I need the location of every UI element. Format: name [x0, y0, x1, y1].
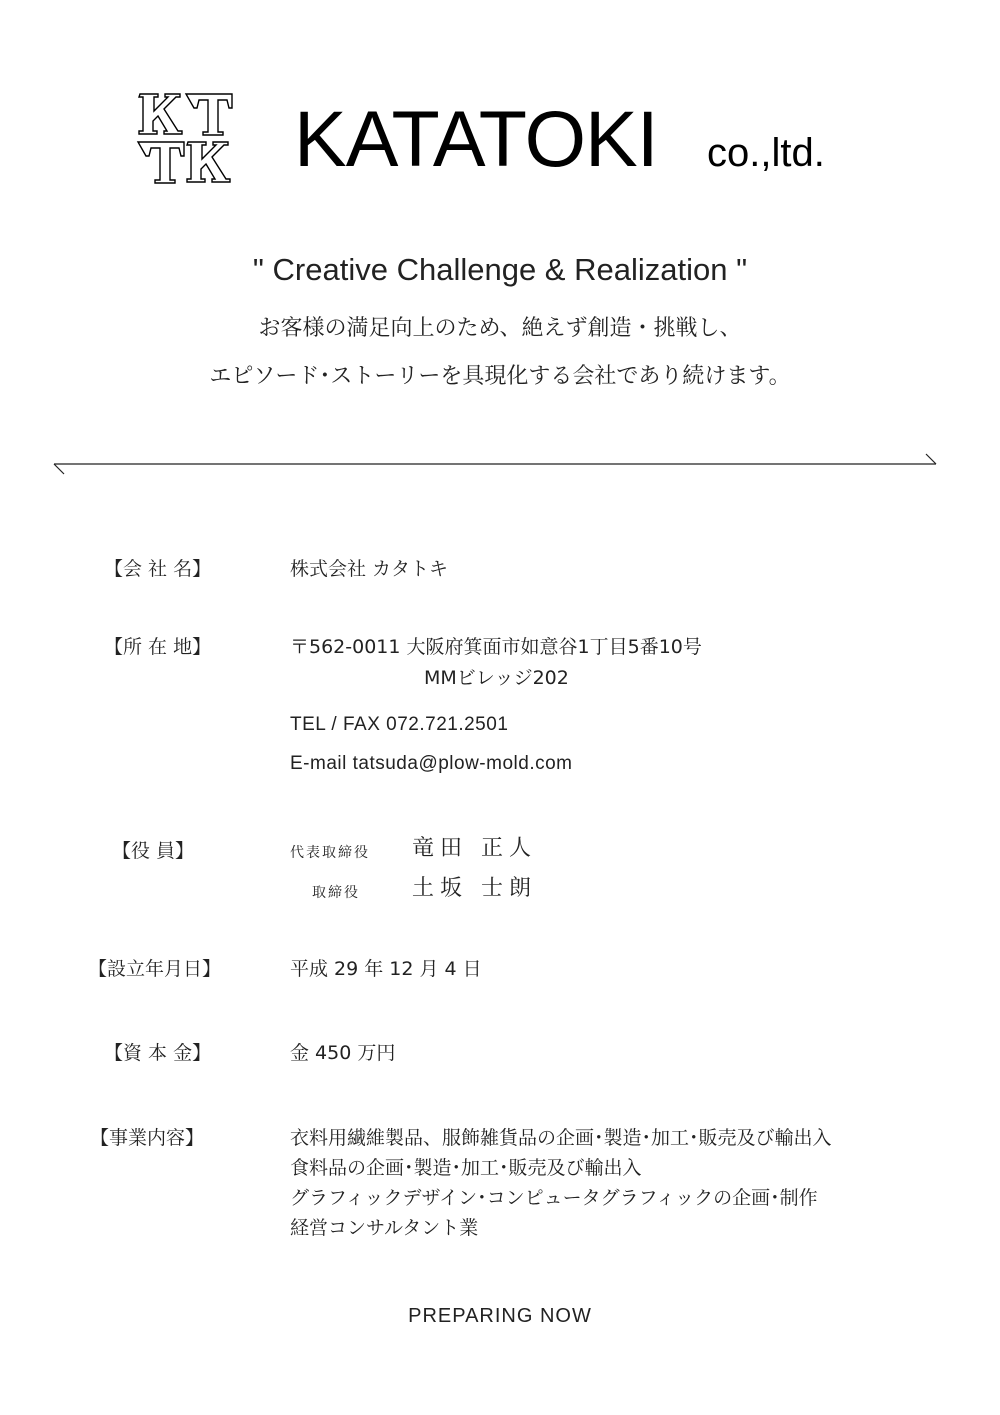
company-label: 【会 社 名】 — [104, 558, 212, 580]
divider-line — [52, 452, 938, 476]
officer-name-2: 土坂 士朗 — [412, 876, 537, 901]
business-line-2: 食料品の企画･製造･加工･販売及び輸出入 — [290, 1157, 642, 1179]
preparing-now-notice: PREPARING NOW — [408, 1305, 592, 1327]
company-suffix: co.,ltd. — [707, 131, 825, 175]
capital-value: 金 450 万円 — [290, 1042, 396, 1064]
company-name: KATATOKI — [294, 94, 658, 183]
officers-label: 【役 員】 — [112, 840, 195, 862]
officer-title-1: 代表取締役 — [290, 845, 370, 861]
business-label: 【事業内容】 — [90, 1127, 205, 1149]
business-line-1: 衣料用繊維製品、服飾雑貨品の企画･製造･加工･販売及び輸出入 — [290, 1127, 832, 1149]
company-logo — [132, 90, 236, 190]
email-address: E-mail tatsuda@plow-mold.com — [290, 753, 573, 774]
mission-line-1: お客様の満足向上のため、絶えず創造・挑戦し、 — [258, 316, 742, 341]
slogan: " Creative Challenge & Realization " — [252, 252, 748, 287]
business-line-4: 経営コンサルタント業 — [290, 1217, 479, 1239]
founded-value: 平成 29 年 12 月 4 日 — [290, 958, 482, 980]
company-value: 株式会社 カタトキ — [290, 558, 449, 580]
address-line-1: 〒562-0011 大阪府箕面市如意谷1丁目5番10号 — [290, 636, 702, 658]
address-line-2: MMビレッジ202 — [424, 667, 569, 689]
business-line-3: グラフィックデザイン･コンピュータグラフィックの企画･制作 — [290, 1187, 818, 1209]
founded-label: 【設立年月日】 — [88, 958, 222, 980]
tel-fax: TEL / FAX 072.721.2501 — [290, 714, 509, 735]
officer-name-1: 竜田 正人 — [412, 836, 537, 861]
mission-line-2: エピソード･ストーリーを具現化する会社であり続けます。 — [209, 364, 791, 389]
officer-title-2: 取締役 — [312, 885, 360, 901]
capital-label: 【資 本 金】 — [104, 1042, 212, 1064]
address-label: 【所 在 地】 — [104, 636, 212, 658]
